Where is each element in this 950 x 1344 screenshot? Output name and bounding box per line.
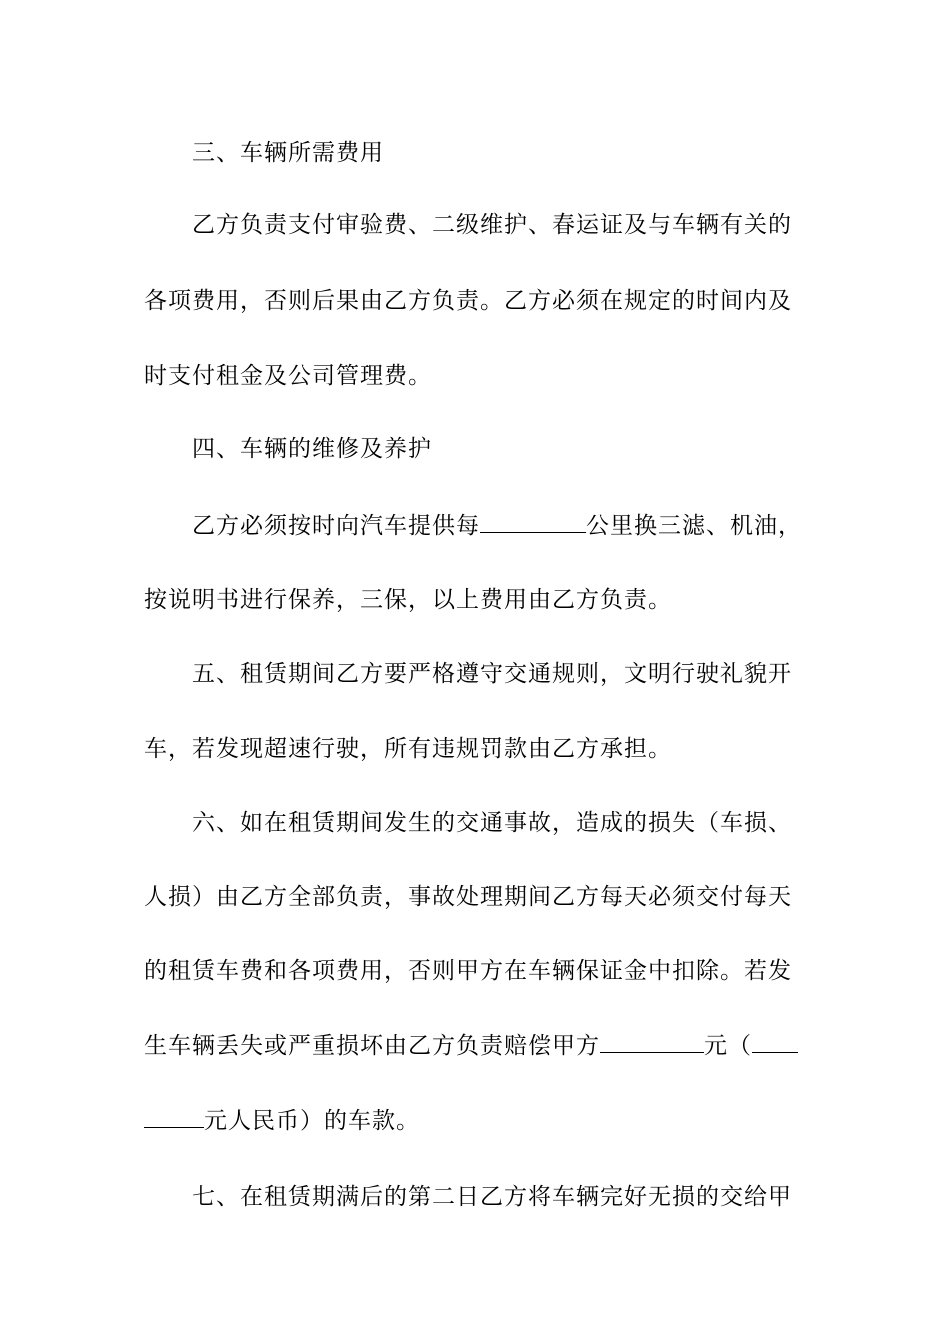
section-4-text-line-2: 按说明书进行保养，三保，以上费用由乙方负责。	[144, 587, 672, 613]
section-7-text-line-1: 七、在租赁期满后的第二日乙方将车辆完好无损的交给甲	[192, 1184, 792, 1210]
section-5-text-line-2: 车，若发现超速行驶，所有违规罚款由乙方承担。	[144, 736, 672, 762]
section-6-text-line-3: 的租赁车费和各项费用，否则甲方在车辆保证金中扣除。若发	[144, 958, 792, 984]
section-3-text-line-2: 各项费用，否则后果由乙方负责。乙方必须在规定的时间内及	[144, 288, 792, 314]
compensation-amount-blank	[600, 1032, 704, 1053]
section-3-text-line-3: 时支付租金及公司管理费。	[144, 363, 432, 389]
compensation-words-blank-part-1	[752, 1032, 798, 1053]
section-6-text-line-4-start: 生车辆丢失或严重损坏由乙方负责赔偿甲方	[144, 1033, 600, 1059]
section-4-text-line-1-end: 公里换三滤、机油，	[586, 513, 802, 539]
section-4-text-line-1	[192, 510, 802, 542]
section-3-heading: 三、车辆所需费用	[192, 140, 384, 166]
section-6-text-line-4-mid: 元（	[704, 1033, 752, 1059]
compensation-words-blank-part-2	[144, 1107, 204, 1128]
section-6-text-line-1: 六、如在租赁期间发生的交通事故，造成的损失（车损、	[192, 810, 792, 836]
section-6-text-line-5-end: 元人民币）的车款。	[204, 1108, 420, 1134]
section-6-text-line-5	[144, 1105, 420, 1137]
section-6-text-line-2: 人损）由乙方全部负责，事故处理期间乙方每天必须交付每天	[144, 884, 792, 910]
mileage-blank	[480, 512, 586, 533]
section-3-text-line-1: 乙方负责支付审验费、二级维护、春运证及与车辆有关的	[192, 212, 792, 238]
section-4-text-line-1-start: 乙方必须按时向汽车提供每	[192, 513, 480, 539]
section-6-text-line-4	[144, 1030, 798, 1062]
section-5-text-line-1: 五、租赁期间乙方要严格遵守交通规则，文明行驶礼貌开	[192, 661, 792, 687]
section-4-heading: 四、车辆的维修及养护	[192, 436, 432, 462]
